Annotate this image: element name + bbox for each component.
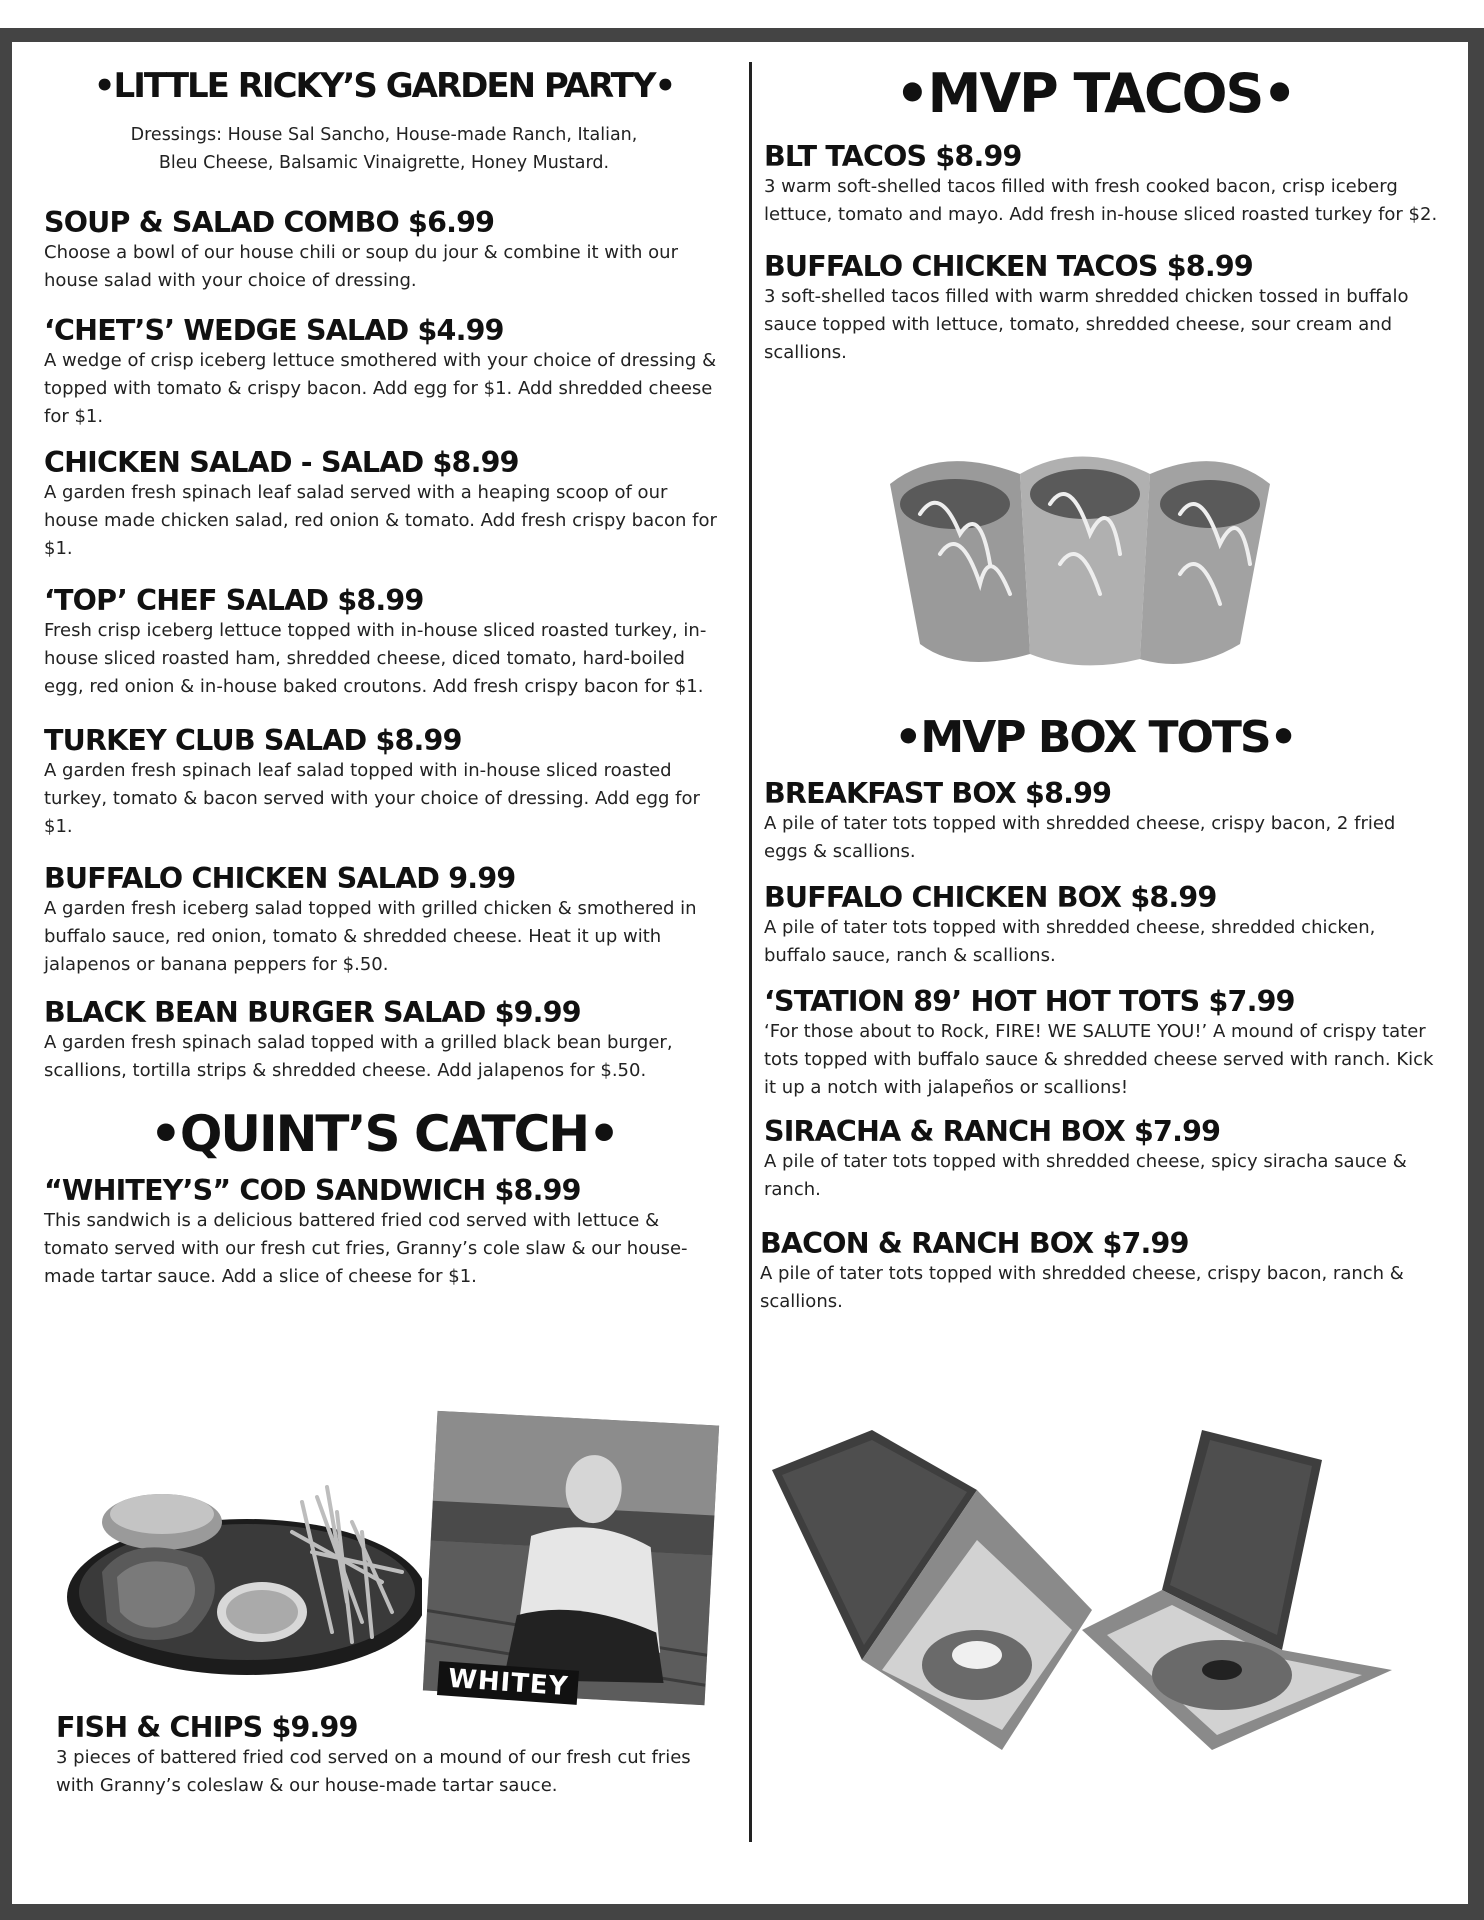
item-title: SOUP & SALAD COMBO $6.99 — [44, 206, 495, 239]
item-description: A pile of tater tots topped with shredded cheese, shredded chicken, buffalo sauce, ranch & scallions. — [764, 917, 1376, 966]
menu-item — [750, 986, 1440, 1102]
item-description: 3 pieces of battered fried cod served on a mound of our fresh cut fries with Granny’s coleslaw & our house-made tartar sauce. — [56, 1747, 691, 1796]
item-description: 3 soft-shelled tacos filled with warm shredded chicken tossed in buffalo sauce topped with lettuce, tomato, shredded cheese, sour cream and scallions. — [764, 286, 1409, 363]
menu-item — [56, 1712, 716, 1800]
item-description: This sandwich is a delicious battered fried cod served with lettuce & tomato served with our fresh cut fries, Granny’s cole slaw & our house-made tartar sauce. Add a slice of cheese for $1. — [44, 1210, 688, 1287]
whitey-photo-caption: WHITEY — [437, 1661, 579, 1705]
menu-item — [44, 585, 724, 701]
menu-item — [44, 315, 724, 431]
menu-item — [44, 207, 724, 295]
item-title: BUFFALO CHICKEN TACOS $8.99 — [764, 250, 1253, 283]
menu-item — [750, 141, 1440, 229]
item-description: Choose a bowl of our house chili or soup du jour & combine it with our house salad with your choice of dressing. — [44, 242, 678, 291]
item-description: A garden fresh spinach leaf salad topped with in-house sliced roasted turkey, tomato & bacon served with your choice of dressing. Add egg for $1. — [44, 760, 700, 837]
item-description: A pile of tater tots topped with shredded cheese, crispy bacon, 2 fried eggs & scallions. — [764, 813, 1396, 862]
dressings-list: Dressings: House Sal Sancho, House-made Ranch, Italian, Bleu Cheese, Balsamic Vinaigrette, Honey Mustard. — [130, 125, 638, 173]
garden-party-title: •LITTLE RICKY’S GARDEN PARTY• — [93, 66, 675, 106]
item-description: 3 warm soft-shelled tacos filled with fresh cooked bacon, crisp iceberg lettuce, tomato and mayo. Add fresh in-house sliced roasted turkey for $2. — [764, 176, 1438, 225]
item-title: “WHITEY’S” COD SANDWICH $8.99 — [44, 1174, 581, 1207]
menu-item — [44, 997, 724, 1085]
item-title: BUFFALO CHICKEN SALAD 9.99 — [44, 862, 516, 895]
quints-catch-title: •QUINT’S CATCH• — [149, 1105, 619, 1163]
item-title: SIRACHA & RANCH BOX $7.99 — [764, 1115, 1221, 1148]
whitey-photo — [423, 1411, 719, 1705]
menu-item — [44, 1175, 724, 1291]
left-column — [44, 55, 724, 1291]
item-title: ‘STATION 89’ HOT HOT TOTS $7.99 — [764, 985, 1295, 1018]
menu-item — [44, 447, 724, 563]
menu-item — [750, 882, 1440, 970]
item-description: A wedge of crisp iceberg lettuce smothered with your choice of dressing & topped with tomato & crispy bacon. Add egg for $1. Add shredded cheese for $1. — [44, 350, 717, 427]
item-title: BACON & RANCH BOX $7.99 — [760, 1227, 1189, 1260]
menu-item — [750, 1228, 1440, 1316]
item-title: FISH & CHIPS $9.99 — [56, 1711, 358, 1744]
mvp-box-tots-title: •MVP BOX TOTS• — [894, 712, 1296, 763]
item-description: A pile of tater tots topped with shredded cheese, spicy siracha sauce & ranch. — [764, 1151, 1407, 1200]
box-tots-section — [750, 712, 1440, 1316]
menu-item — [750, 251, 1440, 367]
item-description: A garden fresh iceberg salad topped with grilled chicken & smothered in buffalo sauce, red onion, tomato & shredded cheese. Heat it up with jalapenos or banana peppers for $.50. — [44, 898, 697, 975]
item-title: CHICKEN SALAD - SALAD $8.99 — [44, 446, 519, 479]
item-description: Fresh crisp iceberg lettuce topped with in-house sliced roasted turkey, in-house sliced roasted ham, shredded cheese, diced tomato, hard-boiled egg, red onion & in-house baked croutons. Add fresh crispy bacon for $1. — [44, 620, 707, 697]
item-title: BUFFALO CHICKEN BOX $8.99 — [764, 881, 1217, 914]
menu-item — [44, 863, 724, 979]
item-description: A garden fresh spinach leaf salad served with a heaping scoop of our house made chicken salad, red onion & tomato. Add fresh crispy bacon for $1. — [44, 482, 717, 559]
item-description: A garden fresh spinach salad topped with a grilled black bean burger, scallions, tortilla strips & shredded cheese. Add jalapenos for $.50. — [44, 1032, 673, 1081]
tacos-image — [880, 444, 1280, 674]
item-title: ‘TOP’ CHEF SALAD $8.99 — [44, 584, 424, 617]
item-title: BREAKFAST BOX $8.99 — [764, 777, 1112, 810]
item-description: A pile of tater tots topped with shredded cheese, crispy bacon, ranch & scallions. — [760, 1263, 1404, 1312]
menu-item — [750, 778, 1440, 866]
fish-sandwich-plate-image — [62, 1462, 422, 1682]
mvp-tacos-title: •MVP TACOS• — [895, 62, 1295, 125]
menu-item — [750, 1116, 1440, 1204]
box-tots-image — [762, 1430, 1402, 1760]
item-description: ‘For those about to Rock, FIRE! WE SALUTE YOU!’ A mound of crispy tater tots topped with buffalo sauce & shredded cheese served with ranch. Kick it up a notch with jalapeños or scallions! — [764, 1021, 1434, 1098]
right-column — [750, 55, 1440, 367]
menu-item — [44, 725, 724, 841]
item-title: TURKEY CLUB SALAD $8.99 — [44, 724, 462, 757]
item-title: BLACK BEAN BURGER SALAD $9.99 — [44, 996, 581, 1029]
item-title: BLT TACOS $8.99 — [764, 140, 1022, 173]
item-title: ‘CHET’S’ WEDGE SALAD $4.99 — [44, 314, 504, 347]
